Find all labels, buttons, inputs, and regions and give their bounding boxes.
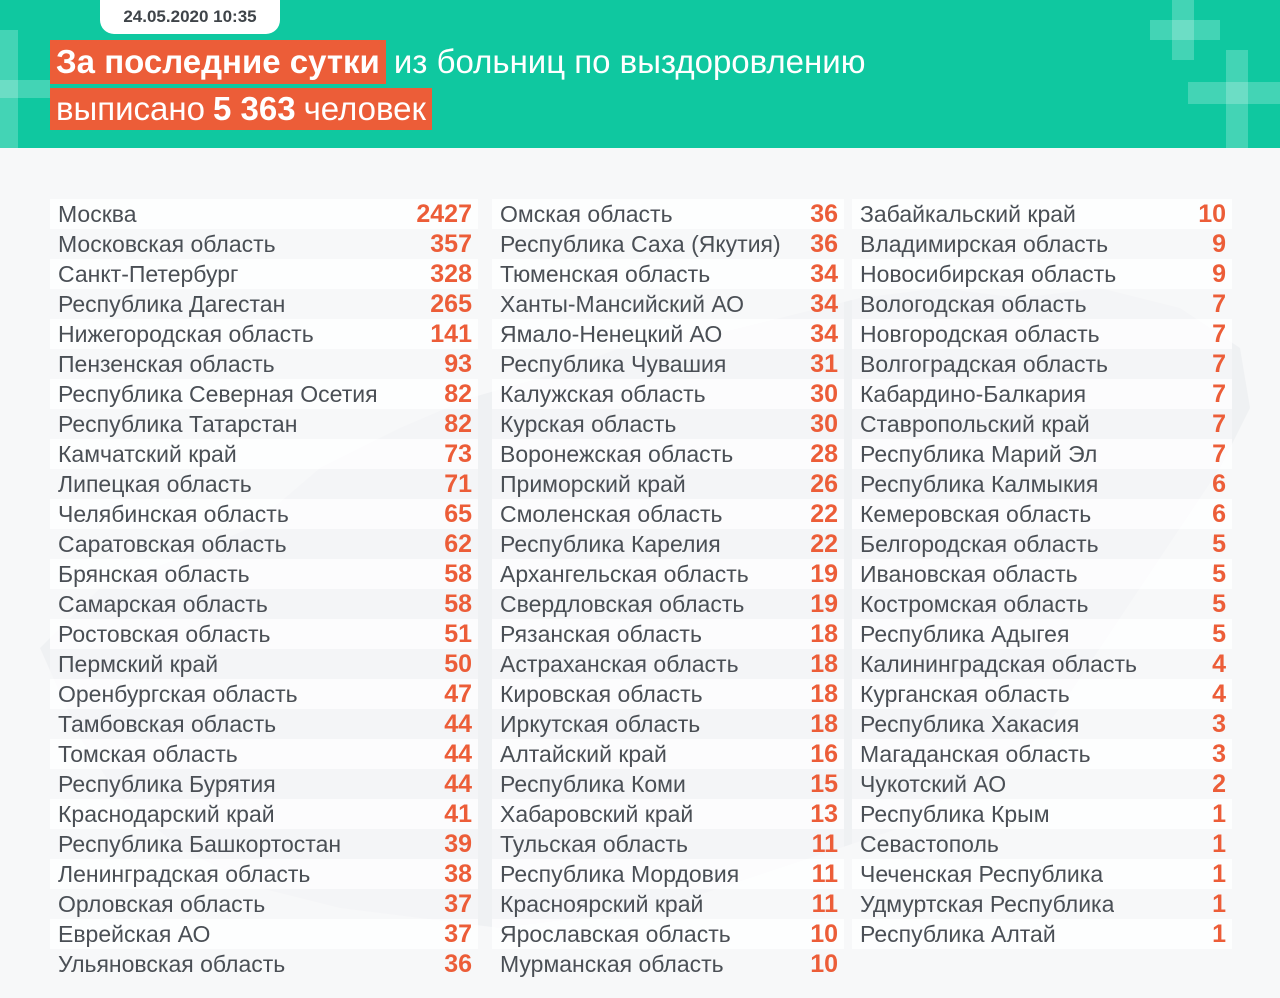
region-row — [492, 949, 844, 979]
region-name: Республика Адыгея — [860, 620, 1070, 647]
region-row — [852, 199, 1232, 229]
region-value: 51 — [444, 619, 472, 648]
region-name: Архангельская область — [500, 560, 749, 587]
region-row — [852, 739, 1232, 769]
region-name: Мурманская область — [500, 950, 724, 977]
region-row — [492, 769, 844, 799]
region-value: 5 — [1212, 619, 1226, 648]
region-value: 15 — [810, 769, 838, 798]
region-value: 1 — [1212, 919, 1226, 948]
region-value: 73 — [444, 439, 472, 468]
region-row — [852, 319, 1232, 349]
region-name: Челябинская область — [58, 500, 289, 527]
region-value: 7 — [1212, 289, 1226, 318]
region-row — [852, 439, 1232, 469]
region-row — [852, 919, 1232, 949]
region-row — [50, 379, 478, 409]
region-name: Владимирская область — [860, 230, 1109, 257]
regions-column-1 — [50, 199, 478, 979]
region-name: Кемеровская область — [860, 500, 1092, 527]
region-name: Новгородская область — [860, 320, 1100, 347]
region-row — [50, 499, 478, 529]
region-name: Нижегородская область — [58, 320, 314, 347]
region-name: Белгородская область — [860, 530, 1099, 557]
region-row — [50, 709, 478, 739]
region-row — [492, 709, 844, 739]
region-name: Смоленская область — [500, 500, 723, 527]
region-row — [50, 199, 478, 229]
region-value: 16 — [810, 739, 838, 768]
region-value: 18 — [810, 649, 838, 678]
region-name: Пермский край — [58, 650, 219, 677]
region-value: 62 — [444, 529, 472, 558]
region-name: Тюменская область — [500, 260, 711, 287]
region-row — [50, 259, 478, 289]
region-row — [492, 319, 844, 349]
region-value: 1 — [1212, 859, 1226, 888]
headline-line-2 — [50, 88, 432, 130]
region-value: 30 — [810, 409, 838, 438]
region-value: 9 — [1212, 229, 1226, 258]
region-value: 2 — [1212, 769, 1226, 798]
region-row — [852, 619, 1232, 649]
region-value: 30 — [810, 379, 838, 408]
region-row — [492, 289, 844, 319]
region-row — [852, 529, 1232, 559]
region-name: Республика Коми — [500, 770, 686, 797]
region-value: 58 — [444, 589, 472, 618]
region-row — [50, 589, 478, 619]
region-value: 34 — [810, 259, 838, 288]
region-row — [50, 919, 478, 949]
region-value: 22 — [810, 529, 838, 558]
region-row — [492, 589, 844, 619]
region-value: 41 — [444, 799, 472, 828]
region-value: 18 — [810, 679, 838, 708]
region-name: Республика Крым — [860, 800, 1050, 827]
region-name: Вологодская область — [860, 290, 1087, 317]
region-row — [50, 289, 478, 319]
region-row — [492, 889, 844, 919]
region-row — [492, 349, 844, 379]
region-name: Ульяновская область — [58, 950, 286, 977]
discharged-total: 5 363 — [212, 90, 296, 127]
region-name: Орловская область — [58, 890, 266, 917]
regions-column-2 — [492, 199, 844, 979]
region-value: 37 — [444, 889, 472, 918]
region-row — [492, 229, 844, 259]
region-value: 3 — [1212, 739, 1226, 768]
region-row — [492, 679, 844, 709]
region-name: Калининградская область — [860, 650, 1137, 677]
region-value: 10 — [1198, 199, 1226, 228]
region-value: 44 — [444, 769, 472, 798]
region-value: 47 — [444, 679, 472, 708]
region-name: Хабаровский край — [500, 800, 694, 827]
region-name: Чеченская Республика — [860, 860, 1104, 887]
region-row — [852, 799, 1232, 829]
region-name: Курская область — [500, 410, 677, 437]
region-row — [492, 859, 844, 889]
region-value: 11 — [811, 829, 838, 858]
region-value: 44 — [444, 739, 472, 768]
region-row — [50, 559, 478, 589]
region-name: Магаданская область — [860, 740, 1091, 767]
region-row — [492, 469, 844, 499]
region-row — [50, 649, 478, 679]
region-value: 31 — [810, 349, 838, 378]
region-name: Красноярский край — [500, 890, 704, 917]
region-value: 50 — [444, 649, 472, 678]
region-value: 28 — [810, 439, 838, 468]
region-row — [50, 739, 478, 769]
region-row — [492, 649, 844, 679]
region-name: Волгоградская область — [860, 350, 1108, 377]
region-name: Республика Татарстан — [58, 410, 298, 437]
region-value: 5 — [1212, 589, 1226, 618]
region-value: 38 — [444, 859, 472, 888]
region-name: Республика Алтай — [860, 920, 1056, 947]
region-row — [50, 949, 478, 979]
region-row — [852, 829, 1232, 859]
plus-decoration-left-h — [0, 80, 50, 98]
region-name: Республика Чувашия — [500, 350, 727, 377]
date-badge: 24.05.2020 10:35 — [100, 0, 280, 34]
regions-column-3 — [852, 199, 1232, 949]
region-value: 19 — [810, 589, 838, 618]
region-name: Ярославская область — [500, 920, 731, 947]
region-name: Москва — [58, 200, 137, 227]
region-name: Севастополь — [860, 830, 999, 857]
region-name: Свердловская область — [500, 590, 745, 617]
region-value: 1 — [1212, 799, 1226, 828]
region-name: Ставропольский край — [860, 410, 1090, 437]
region-row — [852, 889, 1232, 919]
region-row — [852, 259, 1232, 289]
region-row — [852, 469, 1232, 499]
region-name: Республика Дагестан — [58, 290, 286, 317]
region-value: 1 — [1212, 829, 1226, 858]
region-row — [492, 919, 844, 949]
discharged-prefix: выписано — [56, 90, 205, 127]
region-value: 7 — [1212, 319, 1226, 348]
region-row — [492, 199, 844, 229]
region-name: Республика Марий Эл — [860, 440, 1098, 467]
region-value: 141 — [430, 319, 472, 348]
region-row — [492, 529, 844, 559]
region-value: 5 — [1212, 559, 1226, 588]
region-value: 13 — [810, 799, 838, 828]
region-row — [852, 409, 1232, 439]
region-value: 44 — [444, 709, 472, 738]
region-row — [50, 469, 478, 499]
region-name: Чукотский АО — [860, 770, 1007, 797]
region-row — [50, 889, 478, 919]
region-name: Брянская область — [58, 560, 250, 587]
region-value: 6 — [1212, 499, 1226, 528]
region-row — [50, 859, 478, 889]
region-name: Республика Северная Осетия — [58, 380, 378, 407]
region-row — [50, 229, 478, 259]
region-row — [492, 379, 844, 409]
region-name: Астраханская область — [500, 650, 739, 677]
region-row — [492, 559, 844, 589]
region-value: 39 — [444, 829, 472, 858]
region-name: Ростовская область — [58, 620, 271, 647]
plus-decoration-tr-h — [1150, 20, 1220, 40]
region-value: 265 — [430, 289, 472, 318]
region-value: 328 — [430, 259, 472, 288]
region-name: Ханты-Мансийский АО — [500, 290, 745, 317]
region-name: Ямало-Ненецкий АО — [500, 320, 723, 347]
region-value: 18 — [810, 709, 838, 738]
region-value: 93 — [444, 349, 472, 378]
region-value: 65 — [444, 499, 472, 528]
region-name: Еврейская АО — [58, 920, 211, 947]
region-name: Республика Калмыкия — [860, 470, 1099, 497]
region-name: Новосибирская область — [860, 260, 1117, 287]
region-name: Воронежская область — [500, 440, 734, 467]
region-value: 4 — [1212, 649, 1226, 678]
region-row — [852, 679, 1232, 709]
region-value: 82 — [444, 379, 472, 408]
region-row — [852, 709, 1232, 739]
region-row — [50, 439, 478, 469]
region-row — [852, 559, 1232, 589]
region-value: 19 — [810, 559, 838, 588]
region-name: Алтайский край — [500, 740, 667, 767]
content-area — [0, 148, 1280, 998]
region-value: 2427 — [416, 199, 472, 228]
region-name: Республика Бурятия — [58, 770, 276, 797]
region-row — [50, 349, 478, 379]
headline-rest: из больниц по выздоровлению — [393, 43, 866, 80]
region-value: 71 — [444, 469, 472, 498]
region-name: Кировская область — [500, 680, 703, 707]
region-name: Приморский край — [500, 470, 686, 497]
region-row — [852, 859, 1232, 889]
region-name: Саратовская область — [58, 530, 287, 557]
region-row — [50, 799, 478, 829]
region-value: 82 — [444, 409, 472, 438]
region-name: Московская область — [58, 230, 276, 257]
region-row — [492, 739, 844, 769]
region-value: 6 — [1212, 469, 1226, 498]
region-name: Костромская область — [860, 590, 1089, 617]
region-row — [50, 529, 478, 559]
region-value: 58 — [444, 559, 472, 588]
region-name: Калужская область — [500, 380, 706, 407]
region-value: 37 — [444, 919, 472, 948]
region-row — [50, 409, 478, 439]
region-value: 1 — [1212, 889, 1226, 918]
region-row — [852, 589, 1232, 619]
region-value: 3 — [1212, 709, 1226, 738]
region-value: 34 — [810, 319, 838, 348]
region-row — [852, 349, 1232, 379]
region-value: 7 — [1212, 439, 1226, 468]
headline-line-1 — [50, 40, 865, 84]
region-row — [492, 499, 844, 529]
header-banner — [0, 0, 1280, 148]
region-name: Курганская область — [860, 680, 1070, 707]
region-row — [852, 379, 1232, 409]
region-value: 34 — [810, 289, 838, 318]
region-row — [492, 259, 844, 289]
region-name: Удмуртская Республика — [860, 890, 1115, 917]
region-name: Камчатский край — [58, 440, 237, 467]
region-name: Республика Карелия — [500, 530, 721, 557]
region-value: 11 — [811, 859, 838, 888]
region-row — [852, 769, 1232, 799]
region-name: Томская область — [58, 740, 238, 767]
region-row — [852, 649, 1232, 679]
region-row — [50, 619, 478, 649]
region-row — [852, 499, 1232, 529]
discharged-suffix: человек — [303, 90, 426, 127]
region-value: 10 — [810, 949, 838, 978]
region-value: 9 — [1212, 259, 1226, 288]
region-name: Самарская область — [58, 590, 268, 617]
region-value: 36 — [810, 199, 838, 228]
region-name: Оренбургская область — [58, 680, 298, 707]
region-name: Республика Мордовия — [500, 860, 740, 887]
region-name: Пензенская область — [58, 350, 275, 377]
region-name: Республика Хакасия — [860, 710, 1080, 737]
region-name: Забайкальский край — [860, 200, 1076, 227]
region-row — [492, 409, 844, 439]
region-row — [50, 769, 478, 799]
region-value: 5 — [1212, 529, 1226, 558]
region-value: 357 — [430, 229, 472, 258]
region-value: 22 — [810, 499, 838, 528]
region-row — [50, 679, 478, 709]
region-value: 36 — [810, 229, 838, 258]
region-value: 18 — [810, 619, 838, 648]
region-row — [50, 319, 478, 349]
region-row — [492, 799, 844, 829]
region-name: Тамбовская область — [58, 710, 277, 737]
region-value: 7 — [1212, 379, 1226, 408]
region-name: Тульская область — [500, 830, 689, 857]
region-name: Кабардино-Балкария — [860, 380, 1087, 407]
region-name: Ленинградская область — [58, 860, 311, 887]
region-row — [852, 229, 1232, 259]
region-row — [492, 829, 844, 859]
region-name: Республика Саха (Якутия) — [500, 230, 781, 257]
region-name: Санкт-Петербург — [58, 260, 239, 287]
discharged-summary — [50, 88, 432, 130]
region-value: 4 — [1212, 679, 1226, 708]
region-value: 36 — [444, 949, 472, 978]
region-value: 7 — [1212, 349, 1226, 378]
region-name: Липецкая область — [58, 470, 252, 497]
region-row — [492, 619, 844, 649]
region-row — [492, 439, 844, 469]
region-name: Республика Башкортостан — [58, 830, 342, 857]
region-name: Краснодарский край — [58, 800, 275, 827]
region-value: 26 — [810, 469, 838, 498]
region-name: Ивановская область — [860, 560, 1078, 587]
region-row — [50, 829, 478, 859]
region-value: 10 — [810, 919, 838, 948]
region-value: 7 — [1212, 409, 1226, 438]
region-row — [852, 289, 1232, 319]
region-value: 11 — [811, 889, 838, 918]
region-name: Рязанская область — [500, 620, 702, 647]
plus-decoration-br-h — [1188, 82, 1280, 104]
region-name: Иркутская область — [500, 710, 701, 737]
headline-highlight: За последние сутки — [50, 40, 386, 84]
region-name: Омская область — [500, 200, 673, 227]
